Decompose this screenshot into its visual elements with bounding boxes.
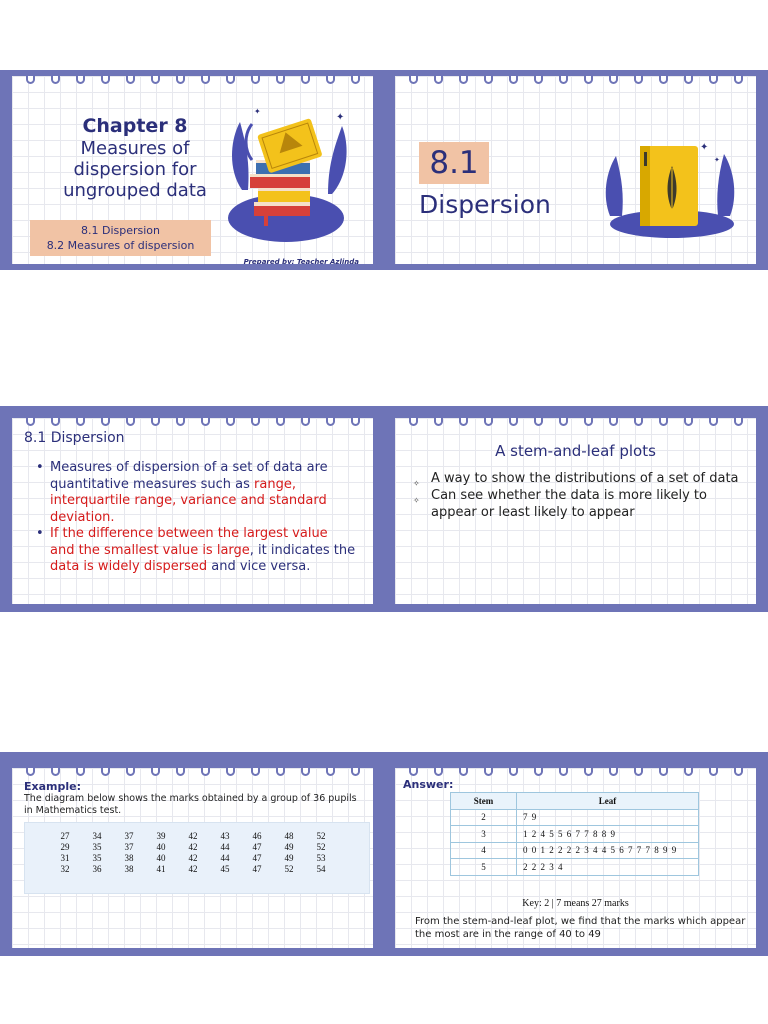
spiral-ring-icon bbox=[534, 76, 543, 84]
spiral-ring-icon bbox=[534, 768, 543, 776]
marks-cell: 47 bbox=[252, 853, 262, 863]
spiral-ring-icon bbox=[509, 76, 518, 84]
slide-section-title bbox=[395, 76, 756, 264]
title-block bbox=[40, 114, 230, 201]
marks-cell: 37 bbox=[124, 842, 134, 852]
marks-cell: 35 bbox=[92, 842, 102, 852]
spiral-ring-icon bbox=[534, 418, 543, 426]
marks-cell: 42 bbox=[188, 853, 198, 863]
marks-cell: 34 bbox=[92, 831, 102, 841]
spiral-ring-icon bbox=[734, 76, 743, 84]
stem-leaf-body bbox=[451, 809, 699, 875]
section-number: 8.1 bbox=[419, 142, 489, 184]
highlight-text: data is widely dispersed bbox=[50, 559, 208, 574]
spiral-ring-icon bbox=[684, 418, 693, 426]
spiral-rings bbox=[395, 418, 756, 432]
spiral-ring-icon bbox=[101, 768, 110, 776]
stem-leaf-table bbox=[450, 792, 699, 876]
marks-cell: 41 bbox=[156, 864, 166, 874]
spiral-ring-icon bbox=[101, 76, 110, 84]
svg-text:✦: ✦ bbox=[700, 142, 709, 153]
marks-cell: 31 bbox=[60, 853, 70, 863]
marks-cell: 42 bbox=[188, 864, 198, 874]
spiral-ring-icon bbox=[509, 768, 518, 776]
spiral-ring-icon bbox=[409, 76, 418, 84]
marks-cell: 29 bbox=[60, 842, 70, 852]
table-row bbox=[451, 809, 699, 826]
bullet-text: , it indicates the bbox=[249, 542, 356, 558]
marks-cell: 38 bbox=[124, 853, 134, 863]
spiral-ring-icon bbox=[584, 76, 593, 84]
spiral-ring-icon bbox=[459, 418, 468, 426]
spiral-ring-icon bbox=[176, 418, 185, 426]
spiral-ring-icon bbox=[251, 768, 260, 776]
marks-row bbox=[49, 864, 337, 875]
spiral-ring-icon bbox=[559, 768, 568, 776]
spiral-ring-icon bbox=[684, 768, 693, 776]
spiral-ring-icon bbox=[484, 76, 493, 84]
spiral-ring-icon bbox=[484, 768, 493, 776]
column-header: Leaf bbox=[517, 793, 699, 810]
spiral-ring-icon bbox=[709, 768, 718, 776]
example-label: Example: bbox=[24, 780, 81, 793]
topic-line: 8.1 Dispersion bbox=[80, 224, 160, 237]
marks-cell: 52 bbox=[316, 842, 326, 852]
diamond-bullet-icon: ✧ bbox=[413, 496, 420, 505]
answer-text: From the stem-and-leaf plot, we find that the marks which appear the most are in the range of 40 to 49 bbox=[415, 916, 746, 940]
spiral-ring-icon bbox=[176, 76, 185, 84]
marks-cell: 40 bbox=[156, 842, 166, 852]
marks-cell: 53 bbox=[316, 853, 326, 863]
spiral-ring-icon bbox=[634, 768, 643, 776]
spiral-ring-icon bbox=[559, 76, 568, 84]
slide-chapter-title bbox=[12, 76, 373, 264]
leaf-cell: 1 2 4 5 5 6 7 7 8 8 9 bbox=[517, 826, 699, 843]
marks-cell: 40 bbox=[156, 853, 166, 863]
slide-answer bbox=[395, 768, 756, 948]
marks-cell: 48 bbox=[284, 831, 294, 841]
spiral-ring-icon bbox=[326, 768, 335, 776]
credit-text: Prepared by: Teacher Azlinda bbox=[243, 258, 359, 264]
leaf-cell: 0 0 1 2 2 2 2 3 4 4 5 6 7 7 7 8 9 9 bbox=[517, 842, 699, 859]
spiral-ring-icon bbox=[51, 76, 60, 84]
spiral-ring-icon bbox=[226, 418, 235, 426]
spiral-ring-icon bbox=[26, 418, 35, 426]
spiral-ring-icon bbox=[276, 768, 285, 776]
stem-cell: 4 bbox=[451, 842, 517, 859]
spiral-ring-icon bbox=[351, 768, 360, 776]
spiral-ring-icon bbox=[484, 418, 493, 426]
marks-cell: 38 bbox=[124, 864, 134, 874]
spiral-ring-icon bbox=[201, 418, 210, 426]
stem-cell: 2 bbox=[451, 809, 517, 826]
spiral-ring-icon bbox=[126, 418, 135, 426]
spiral-ring-icon bbox=[301, 768, 310, 776]
marks-panel bbox=[24, 822, 370, 894]
bullet-text: Measures of dispersion of a set of data are quantitative measures such as bbox=[50, 460, 328, 492]
table-row bbox=[451, 842, 699, 859]
bullet-text: Can see whether the data is more likely to appear or least likely to appear bbox=[431, 488, 707, 520]
bullet-text: If the bbox=[50, 526, 89, 541]
marks-cell: 46 bbox=[252, 831, 262, 841]
spiral-ring-icon bbox=[276, 76, 285, 84]
marks-cell: 52 bbox=[316, 831, 326, 841]
spiral-ring-icon bbox=[226, 76, 235, 84]
spiral-ring-icon bbox=[434, 76, 443, 84]
spiral-ring-icon bbox=[301, 418, 310, 426]
book-stack-illustration bbox=[224, 100, 354, 256]
spiral-ring-icon bbox=[51, 418, 60, 426]
topic-line: 8.2 Measures of dispersion bbox=[46, 239, 195, 252]
plot-key: Key: 2 | 7 means 27 marks bbox=[522, 898, 629, 909]
marks-cell: 49 bbox=[284, 842, 294, 852]
marks-cell: 35 bbox=[92, 853, 102, 863]
spiral-ring-icon bbox=[301, 76, 310, 84]
bullet-item bbox=[36, 526, 356, 576]
spiral-ring-icon bbox=[634, 76, 643, 84]
marks-row bbox=[49, 853, 337, 864]
example-text: The diagram below shows the marks obtained by a group of 36 pupils in Mathematics test. bbox=[24, 793, 357, 816]
spiral-ring-icon bbox=[326, 76, 335, 84]
spiral-ring-icon bbox=[734, 768, 743, 776]
spiral-ring-icon bbox=[351, 76, 360, 84]
stem-cell: 3 bbox=[451, 826, 517, 843]
marks-cell: 45 bbox=[220, 864, 230, 874]
spiral-ring-icon bbox=[459, 768, 468, 776]
spiral-ring-icon bbox=[351, 418, 360, 426]
spiral-ring-icon bbox=[276, 418, 285, 426]
marks-cell: 44 bbox=[220, 842, 230, 852]
bullet-text: A way to show the distributions of a set of data bbox=[431, 471, 739, 486]
highlight-text: difference between the largest value and the smallest value is large bbox=[50, 526, 328, 558]
table-row bbox=[451, 826, 699, 843]
spiral-ring-icon bbox=[101, 418, 110, 426]
chapter-subtitle-line: Measures of bbox=[80, 138, 190, 159]
marks-cell: 32 bbox=[60, 864, 70, 874]
chapter-subtitle-line: ungrouped data bbox=[63, 180, 207, 201]
spiral-ring-icon bbox=[609, 76, 618, 84]
spiral-ring-icon bbox=[609, 418, 618, 426]
svg-text:✦: ✦ bbox=[336, 112, 345, 123]
spiral-ring-icon bbox=[609, 768, 618, 776]
spiral-ring-icon bbox=[326, 418, 335, 426]
spiral-rings bbox=[395, 76, 756, 90]
marks-cell: 43 bbox=[220, 831, 230, 841]
section-title: Dispersion bbox=[419, 190, 551, 219]
marks-cell: 39 bbox=[156, 831, 166, 841]
answer-label: Answer: bbox=[403, 778, 454, 791]
marks-table bbox=[49, 831, 337, 875]
marks-row bbox=[49, 831, 337, 842]
marks-cell: 44 bbox=[220, 853, 230, 863]
bullet-item bbox=[409, 470, 739, 487]
leaf-cell: 2 2 2 3 4 bbox=[517, 859, 699, 876]
marks-cell: 42 bbox=[188, 831, 198, 841]
marks-cell: 49 bbox=[284, 853, 294, 863]
spiral-ring-icon bbox=[126, 768, 135, 776]
bullet-item bbox=[36, 460, 356, 526]
stem-cell: 5 bbox=[451, 859, 517, 876]
svg-text:✦: ✦ bbox=[714, 156, 720, 164]
leaf-cell: 7 9 bbox=[517, 809, 699, 826]
slide-stem-leaf-intro bbox=[395, 418, 756, 604]
spiral-ring-icon bbox=[26, 768, 35, 776]
marks-cell: 54 bbox=[316, 864, 326, 874]
bullet-item bbox=[409, 487, 739, 521]
topics-box bbox=[30, 220, 211, 256]
spiral-ring-icon bbox=[176, 768, 185, 776]
svg-text:✦: ✦ bbox=[254, 107, 261, 116]
marks-row bbox=[49, 842, 337, 853]
chapter-title: Chapter 8 bbox=[82, 115, 188, 137]
table-header-row bbox=[451, 793, 699, 810]
slide-heading: A stem-and-leaf plots bbox=[495, 442, 656, 460]
spiral-ring-icon bbox=[409, 418, 418, 426]
bullet-text: and vice versa. bbox=[207, 559, 311, 574]
marks-cell: 47 bbox=[252, 864, 262, 874]
marks-cell: 36 bbox=[92, 864, 102, 874]
book-illustration bbox=[600, 132, 740, 242]
spiral-ring-icon bbox=[634, 418, 643, 426]
spiral-rings bbox=[12, 76, 373, 90]
spiral-ring-icon bbox=[51, 768, 60, 776]
marks-cell: 47 bbox=[252, 842, 262, 852]
spiral-ring-icon bbox=[709, 418, 718, 426]
spiral-ring-icon bbox=[201, 76, 210, 84]
spiral-ring-icon bbox=[584, 768, 593, 776]
spiral-ring-icon bbox=[151, 768, 160, 776]
spiral-ring-icon bbox=[509, 418, 518, 426]
bullet-list bbox=[36, 460, 356, 576]
slide-example bbox=[12, 768, 373, 948]
spiral-ring-icon bbox=[734, 418, 743, 426]
spiral-ring-icon bbox=[659, 768, 668, 776]
spiral-ring-icon bbox=[684, 76, 693, 84]
marks-cell: 37 bbox=[124, 831, 134, 841]
spiral-ring-icon bbox=[76, 418, 85, 426]
chapter-subtitle-line: dispersion for bbox=[73, 159, 197, 180]
spiral-ring-icon bbox=[26, 76, 35, 84]
column-header: Stem bbox=[451, 793, 517, 810]
marks-cell: 52 bbox=[284, 864, 294, 874]
table-row bbox=[451, 859, 699, 876]
spiral-ring-icon bbox=[151, 418, 160, 426]
spiral-ring-icon bbox=[459, 76, 468, 84]
bullet-list bbox=[409, 470, 739, 521]
slide-dispersion-definition bbox=[12, 418, 373, 604]
diamond-bullet-icon: ✧ bbox=[413, 479, 420, 488]
spiral-ring-icon bbox=[434, 768, 443, 776]
spiral-ring-icon bbox=[434, 418, 443, 426]
spiral-ring-icon bbox=[76, 768, 85, 776]
spiral-ring-icon bbox=[251, 418, 260, 426]
spiral-ring-icon bbox=[709, 76, 718, 84]
spiral-ring-icon bbox=[126, 76, 135, 84]
marks-cell: 42 bbox=[188, 842, 198, 852]
highlight-text: range, interquartile range, variance and standard deviation. bbox=[50, 476, 327, 525]
marks-cell: 27 bbox=[60, 831, 70, 841]
slide-heading: 8.1 Dispersion bbox=[24, 430, 125, 446]
spiral-ring-icon bbox=[409, 768, 418, 776]
spiral-ring-icon bbox=[659, 418, 668, 426]
spiral-ring-icon bbox=[659, 76, 668, 84]
spiral-ring-icon bbox=[151, 76, 160, 84]
spiral-ring-icon bbox=[559, 418, 568, 426]
spiral-ring-icon bbox=[76, 76, 85, 84]
spiral-ring-icon bbox=[584, 418, 593, 426]
spiral-ring-icon bbox=[201, 768, 210, 776]
spiral-ring-icon bbox=[226, 768, 235, 776]
spiral-ring-icon bbox=[251, 76, 260, 84]
